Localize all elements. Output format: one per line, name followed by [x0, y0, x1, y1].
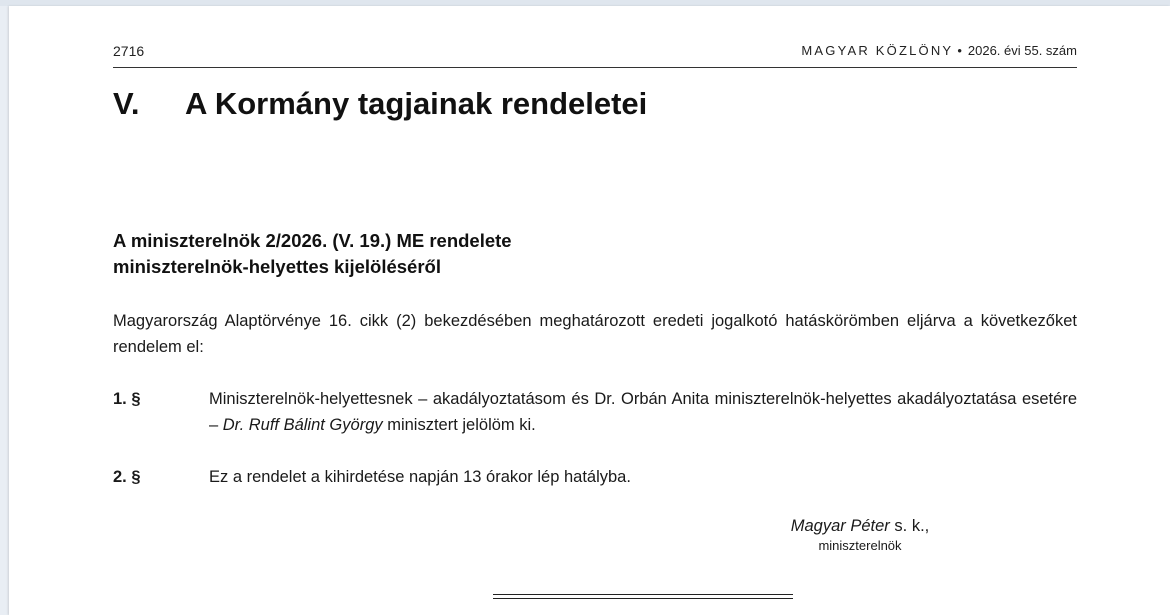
signature-block — [780, 515, 940, 555]
paragraph-text-part: Miniszterelnök-helyettesnek – akadályoztatásom és Dr. Orbán Anita miniszterelnök-helyettes akadályoztatása esetére – — [209, 390, 1077, 434]
signatory — [780, 515, 940, 537]
preamble: Magyarország Alaptörvénye 16. cikk (2) bekezdésében meghatározott eredeti jogalkotó hatáskörömben eljárva a következőket rendelem el: — [113, 312, 1077, 356]
decree-title — [113, 228, 512, 280]
header-separator: • — [957, 43, 962, 58]
paragraph-text: Ez a rendelet a kihirdetése napján 13 órakor lép hatályba. — [209, 468, 631, 486]
page-number: 2716 — [113, 43, 145, 59]
end-divider — [493, 594, 793, 599]
issue-number: 2026. évi 55. szám — [967, 43, 1077, 58]
decree-title-line2: miniszterelnök-helyettes kijelöléséről — [113, 256, 441, 277]
section-number: V. — [113, 86, 140, 121]
paragraph-number: 1. § — [113, 390, 141, 408]
appointee-name: Dr. Ruff Bálint György — [222, 416, 383, 434]
signatory-role: miniszterelnök — [818, 538, 902, 553]
paragraph-number: 2. § — [113, 468, 141, 486]
paragraph-text-part: minisztert jelölöm ki. — [382, 416, 536, 434]
section-heading — [113, 86, 647, 122]
signatory-suffix: s. k., — [889, 517, 930, 535]
decree-title-line1: A miniszterelnök 2/2026. (V. 19.) ME rendelete — [113, 230, 512, 251]
journal-info — [801, 43, 1077, 58]
signatory-name: Magyar Péter — [790, 517, 890, 535]
header-divider — [113, 67, 1077, 68]
paragraph-text — [209, 386, 1077, 438]
running-header — [113, 43, 1077, 63]
journal-name: MAGYAR KÖZLÖNY — [801, 43, 954, 58]
section-title: A Kormány tagjainak rendeletei — [185, 86, 648, 121]
